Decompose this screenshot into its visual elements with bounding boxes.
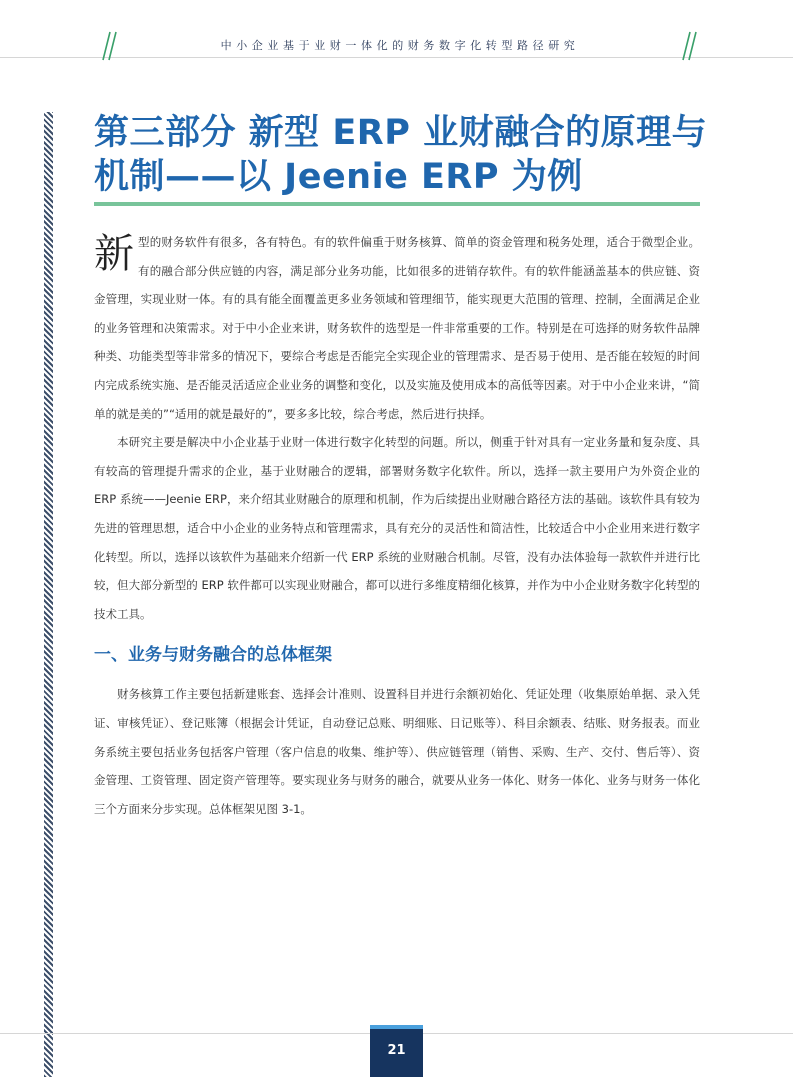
chapter-title-line2: 机制——以 Jeenie ERP 为例 bbox=[94, 157, 583, 197]
header-slash-right-icon bbox=[677, 30, 701, 62]
page-number: 21 bbox=[370, 1025, 423, 1077]
chapter-title-line1: 第三部分 新型 ERP 业财融合的原理与 bbox=[94, 113, 708, 153]
framework-paragraph: 财务核算工作主要包括新建账套、选择会计准则、设置科目并进行余额初始化、凭证处理（收集原始单据、录入凭证、审核凭证）、登记账簿（根据会计凭证，自动登记总账、明细账、日记账等）、科目余额表、结账、财务报表。而业务系统主要包括业务包括客户管理（客户信息的收集、维护等）、供应链管理（销售、采购、生产、交付、售后等）、资金管理、工资管理、固定资产管理等。要实现业务与财务的融合，就要从业务一体化、财务一体化、业务与财务一体化三个方面来分步实现。总体框架见图 3-1。 bbox=[94, 687, 700, 816]
section-heading: 一、业务与财务融合的总体框架 bbox=[94, 645, 332, 666]
main-content bbox=[94, 228, 700, 823]
left-decorative-border bbox=[44, 112, 53, 1077]
header-slash-left-icon bbox=[97, 30, 121, 62]
chapter-title bbox=[94, 111, 714, 199]
running-header-title: 中小企业基于业财一体化的财务数字化转型路径研究 bbox=[220, 39, 580, 52]
research-paragraph: 本研究主要是解决中小企业基于业财一体进行数字化转型的问题。所以，侧重于针对具有一定业务量和复杂度、具有较高的管理提升需求的企业，基于业财融合的逻辑，部署财务数字化软件。所以，选择一款主要用户为外资企业的 ERP 系统——Jeenie ERP，来介绍其业财融合的原理和机制，作为后续提出业财融合路径方法的基础。该软件具有较为先进的管理思想，适合中小企业的业务特点和管理需求，具有充分的灵活性和简洁性，比较适合中小企业用来进行数字化转型。所以，选择以该软件为基础来介绍新一代 ERP 系统的业财融合机制。尽管，没有办法体验每一款软件并进行比较，但大部分新型的 ERP 软件都可以实现业财融合，都可以进行多维度精细化核算，并作为中小企业财务数字化转型的技术工具。 bbox=[94, 435, 700, 621]
dropcap: 新 bbox=[94, 231, 134, 277]
title-underline-rule bbox=[94, 202, 700, 206]
intro-paragraph-text: 型的财务软件有很多，各有特色。有的软件偏重于财务核算、简单的资金管理和税务处理，适合于微型企业。有的融合部分供应链的内容，满足部分业务功能，比如很多的进销存软件。有的软件能涵盖基本的供应链、资金管理，实现业财一体。有的具有能全面覆盖更多业务领域和管理细节，能实现更大范围的管理、控制，全面满足企业的业务管理和决策需求。对于中小企业来讲，财务软件的选型是一件非常重要的工作。特别是在可选择的财务软件品牌种类、功能类型等非常多的情况下，要综合考虑是否能完全实现企业的管理需求、是否易于使用、是否能在较短的时间内完成系统实施、是否能灵活适应企业业务的调整和变化，以及实施及使用成本的高低等因素。对于中小企业来讲，“简单的就是美的”“适用的就是最好的”，要多多比较，综合考虑，然后进行抉择。 bbox=[94, 235, 700, 421]
intro-paragraph bbox=[94, 228, 700, 428]
